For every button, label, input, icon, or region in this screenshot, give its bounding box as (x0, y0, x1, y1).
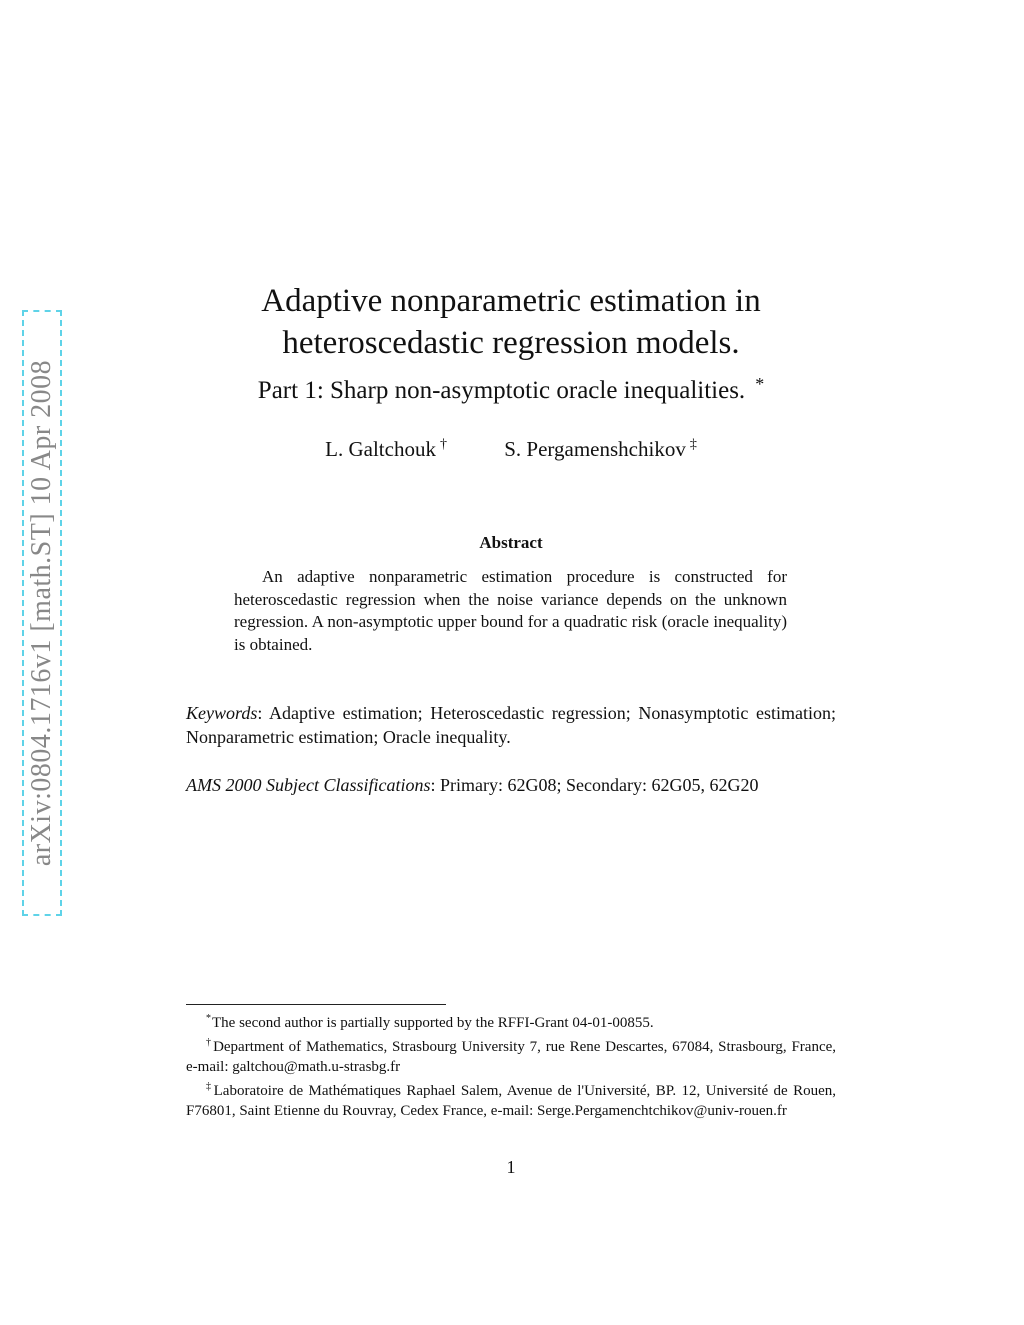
keywords-label: Keywords (186, 703, 258, 723)
footnote-text: Laboratoire de Mathématiques Raphael Salem, Avenue de l'Université, BP. 12, Université de Rouen, F76801, Saint Etienne du Rouvray, Cedex France, e-mail: Serge.Pergamenchtchikov@univ-rouen.fr (186, 1083, 836, 1119)
footnote-rule (186, 1004, 446, 1005)
subtitle-footnote-mark: * (755, 374, 765, 394)
footnote-text: Department of Mathematics, Strasbourg University 7, rue Rene Descartes, 67084, Strasbourg, France, e-mail: galtchou@math.u-strasbg.fr (186, 1039, 837, 1075)
footnote-2 (186, 1033, 836, 1077)
abstract-body: An adaptive nonparametric estimation procedure is constructed for heteroscedastic regression when the noise variance depends on the unknown regression. A non-asymptotic upper bound for a quadratic risk (oracle inequality) is obtained. (234, 567, 787, 655)
footnote-1 (186, 1009, 836, 1033)
paper-subtitle (186, 367, 836, 408)
title-line-2: heteroscedastic regression models. (282, 325, 740, 361)
keywords (186, 701, 836, 749)
footnote-mark: ‡ (206, 1081, 213, 1092)
arxiv-stamp-text: arXiv:0804.1716v1 [math.ST] 10 Apr 2008 (26, 359, 57, 867)
footnotes (186, 1009, 836, 1121)
page-number: 1 (506, 1157, 516, 1177)
author-name: S. Pergamenshchikov (504, 437, 686, 461)
arxiv-stamp (22, 310, 62, 916)
keywords-text: : Adaptive estimation; Heteroscedastic regression; Nonasymptotic estimation; Nonparametric estimation; Oracle inequality. (186, 703, 836, 747)
footnote-3 (186, 1077, 836, 1121)
footnote-mark: * (206, 1013, 211, 1024)
author-footnote-mark: ‡ (689, 437, 697, 452)
author-2 (504, 430, 697, 464)
paper-title (186, 280, 836, 364)
author-1 (325, 430, 447, 464)
ams-classification (186, 773, 836, 797)
author-name: L. Galtchouk (325, 437, 436, 461)
ams-text: : Primary: 62G08; Secondary: 62G05, 62G20 (430, 775, 759, 795)
title-line-1: Adaptive nonparametric estimation in (261, 283, 761, 319)
author-footnote-mark: † (439, 437, 447, 452)
author-list (186, 430, 836, 464)
subtitle-text: Part 1: Sharp non-asymptotic oracle inequalities. (257, 377, 746, 404)
footnote-mark: † (206, 1037, 213, 1048)
footnote-text: The second author is partially supported by the RFFI-Grant 04-01-00855. (212, 1015, 654, 1031)
abstract-heading: Abstract (479, 533, 543, 552)
ams-label: AMS 2000 Subject Classifications (186, 775, 431, 795)
